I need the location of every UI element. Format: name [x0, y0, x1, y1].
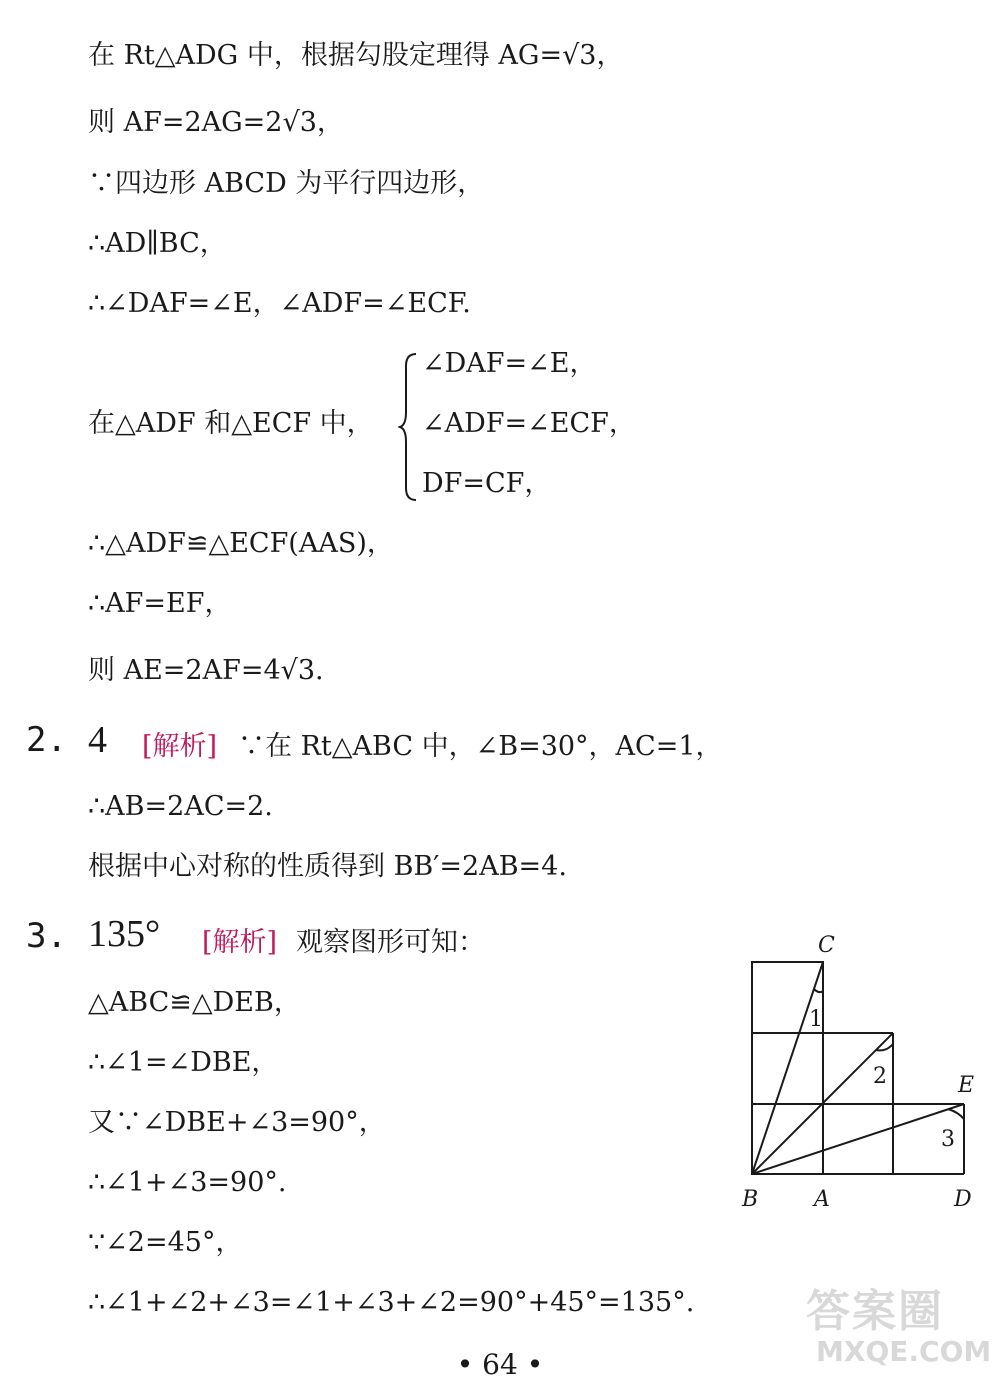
system-condition-1: ∠DAF=∠E， — [422, 348, 597, 379]
label-point-A: A — [814, 1187, 830, 1212]
q3-line-2: △ABC≌△DEB， — [88, 987, 301, 1018]
label-angle-3: 3 — [941, 1127, 955, 1152]
segment-BE — [752, 1104, 964, 1174]
q3-line-5: ∴∠1+∠3=90°. — [88, 1167, 287, 1198]
q3-line-4: 又∵∠DBE+∠3=90°， — [88, 1107, 386, 1138]
q2-line-2: ∴AB=2AC=2. — [88, 791, 273, 822]
label-point-B: B — [742, 1187, 759, 1212]
label-point-C: C — [818, 933, 835, 958]
q3-answer: 135° — [88, 913, 161, 955]
q3-analysis-tag: [解析] — [202, 927, 278, 958]
label-angle-1: 1 — [809, 1007, 823, 1032]
angle-arc-1 — [814, 989, 823, 992]
solution-line-5: ∴∠DAF=∠E，∠ADF=∠ECF. — [88, 288, 471, 319]
equation-brace — [398, 352, 420, 502]
q2-number: 2. — [26, 720, 67, 760]
watermark-bottom-text: MXQE.COM — [816, 1335, 992, 1368]
watermark-logo — [806, 1286, 992, 1368]
q2-answer: 4 — [88, 719, 107, 761]
label-point-D: D — [954, 1187, 972, 1212]
q2-line-3: 根据中心对称的性质得到 BB′=2AB=4. — [88, 851, 567, 882]
q2-line-1: ∵在 Rt△ABC 中，∠B=30°，AC=1， — [238, 731, 723, 762]
label-angle-2: 2 — [873, 1064, 887, 1089]
q3-line-3: ∴∠1=∠DBE， — [88, 1047, 279, 1078]
solution-line-7: ∴AF=EF， — [88, 588, 232, 619]
system-intro: 在△ADF 和△ECF 中， — [88, 408, 374, 439]
system-condition-2: ∠ADF=∠ECF， — [422, 408, 636, 439]
solution-line-3: ∵四边形 ABCD 为平行四边形， — [88, 168, 485, 199]
q3-line-1: 观察图形可知： — [296, 927, 485, 958]
angle-arc-3 — [948, 1109, 964, 1119]
solution-line-2: 则 AF=2AG=2√3， — [88, 107, 344, 138]
watermark-top-text: 答案圈 — [806, 1286, 944, 1337]
solution-line-6: ∴△ADF≌△ECF(AAS)， — [88, 528, 394, 559]
q3-line-7: ∴∠1+∠2+∠3=∠1+∠3+∠2=90°+45°=135°. — [88, 1287, 695, 1318]
segment-BC — [752, 962, 823, 1174]
q2-analysis-tag: [解析] — [142, 731, 218, 762]
grid-figure — [730, 928, 986, 1218]
solution-line-8: 则 AE=2AF=4√3. — [88, 655, 324, 686]
page-number: • 64 • — [456, 1348, 544, 1381]
q3-line-6: ∵∠2=45°， — [88, 1227, 243, 1258]
solution-line-1: 在 Rt△ADG 中，根据勾股定理得 AG=√3， — [88, 40, 624, 71]
q3-number: 3. — [26, 916, 67, 956]
solution-line-4: ∴AD∥BC， — [88, 228, 227, 259]
system-condition-3: DF=CF， — [422, 468, 552, 499]
label-point-E: E — [958, 1073, 975, 1098]
